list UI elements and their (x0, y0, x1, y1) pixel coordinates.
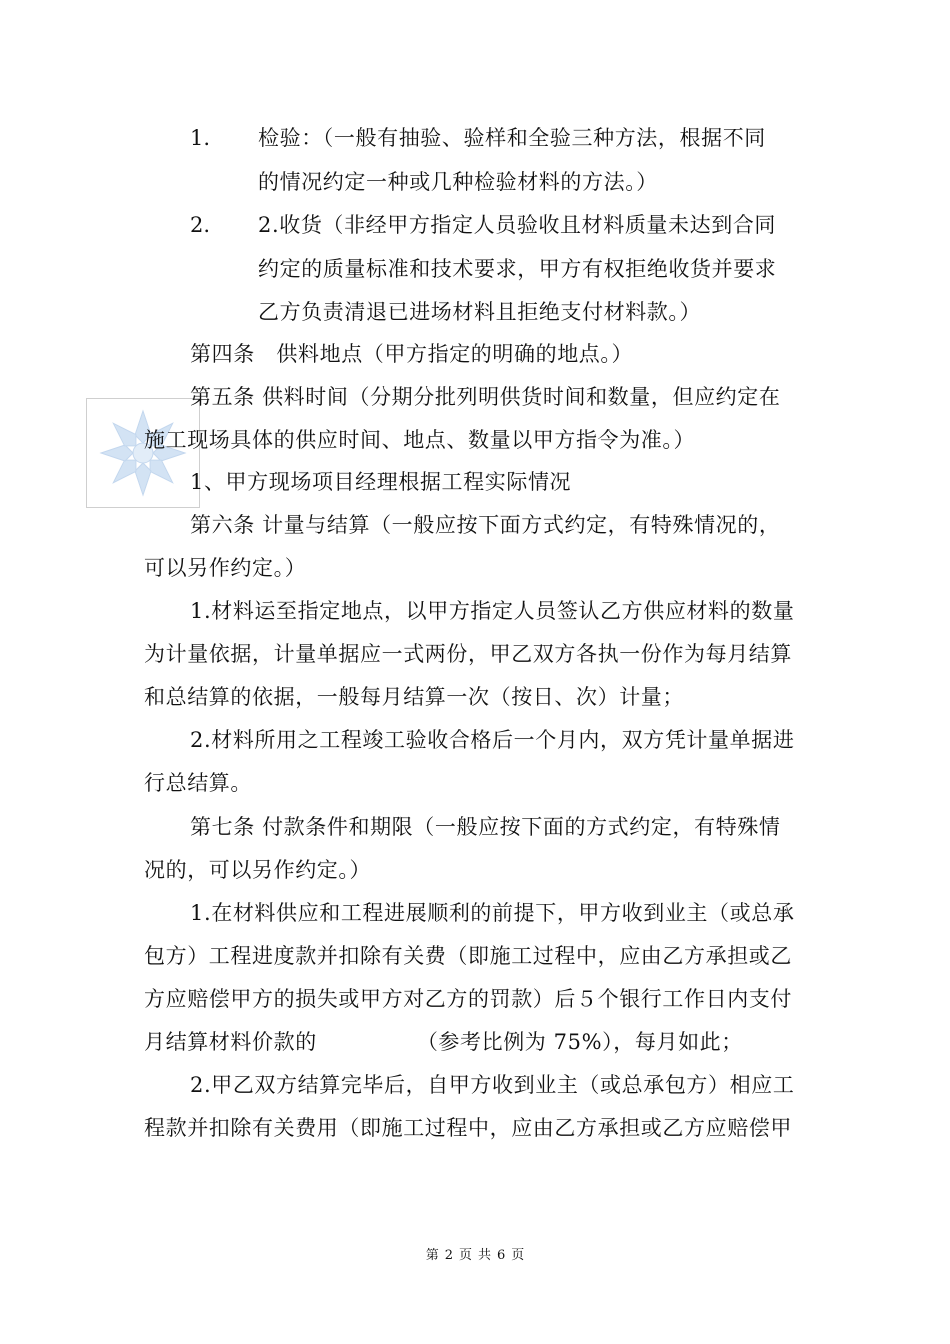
article-7-para-1-line-1: 1.在材料供应和工程进展顺利的前提下，甲方收到业主（或总承 (190, 901, 795, 925)
item2-line-2: 约定的质量标准和技术要求，甲方有权拒绝收货并要求 (258, 257, 777, 281)
list-number-1: 1. (190, 126, 211, 150)
article-7-line-2: 况的，可以另作约定。） (144, 858, 372, 882)
article-6-line-2: 可以另作约定。） (144, 556, 307, 580)
article-5-line-1: 第五条 供料时间（分期分批列明供货时间和数量，但应约定在 (190, 385, 781, 409)
item1-line-1: 检验：（一般有抽验、验样和全验三种方法，根据不同 (258, 126, 766, 150)
footer-total-pages: 6 (497, 1248, 506, 1263)
item2-line-1: 2.收货（非经甲方指定人员验收且材料质量未达到合同 (258, 213, 777, 237)
footer-word-ye: 页 (458, 1248, 472, 1263)
article-6-para-2-line-1: 2.材料所用之工程竣工验收合格后一个月内，双方凭计量单据进 (190, 728, 795, 752)
article-6-para-1-line-3: 和总结算的依据，一般每月结算一次（按日、次）计量； (144, 685, 684, 709)
article-7-para-1-line-3: 方应赔偿甲方的损失或甲方对乙方的罚款）后５个银行工作日内支付 (144, 987, 792, 1011)
article-7-para-1-line-4-a: 月结算材料价款的 (144, 1030, 317, 1054)
item1-line-2: 的情况约定一种或几种检验材料的方法。） (258, 170, 658, 194)
article-6-para-1-line-1: 1.材料运至指定地点，以甲方指定人员签认乙方供应材料的数量 (190, 599, 795, 623)
article-6-para-2-line-2: 行总结算。 (144, 771, 252, 795)
article-7-para-1-line-4-b: （参考比例为 75%），每月如此； (416, 1030, 743, 1054)
page-footer (0, 1247, 950, 1265)
article-7-para-2-line-1: 2.甲乙双方结算完毕后，自甲方收到业主（或总承包方）相应工 (190, 1073, 795, 1097)
article-6-para-1-line-2: 为计量依据，计量单据应一式两份，甲乙双方各执一份作为每月结算 (144, 642, 792, 666)
list-number-2: 2. (190, 213, 211, 237)
article-7-para-2-line-2: 程款并扣除有关费用（即施工过程中，应由乙方承担或乙方应赔偿甲 (144, 1116, 792, 1140)
article-7-line-1: 第七条 付款条件和期限（一般应按下面的方式约定，有特殊情 (190, 815, 781, 839)
article-7-para-1-line-4 (144, 1027, 743, 1057)
footer-word-ye-2: 页 (511, 1248, 525, 1263)
article-5-line-2: 施工现场具体的供应时间、地点、数量以甲方指令为准。） (144, 428, 696, 452)
item2-line-3: 乙方负责清退已进场材料且拒绝支付材料款。） (258, 300, 702, 324)
footer-word-di: 第 (425, 1248, 439, 1263)
article-5-sub-1: 1、甲方现场项目经理根据工程实际情况 (190, 470, 572, 494)
article-6-line-1: 第六条 计量与结算（一般应按下面方式约定，有特殊情况的， (190, 513, 781, 537)
article-4: 第四条 供料地点（甲方指定的明确的地点。） (190, 342, 634, 366)
article-7-para-1-line-2: 包方）工程进度款并扣除有关费（即施工过程中，应由乙方承担或乙 (144, 944, 792, 968)
footer-page-number: 2 (444, 1248, 453, 1263)
footer-word-gong: 共 (478, 1248, 492, 1263)
